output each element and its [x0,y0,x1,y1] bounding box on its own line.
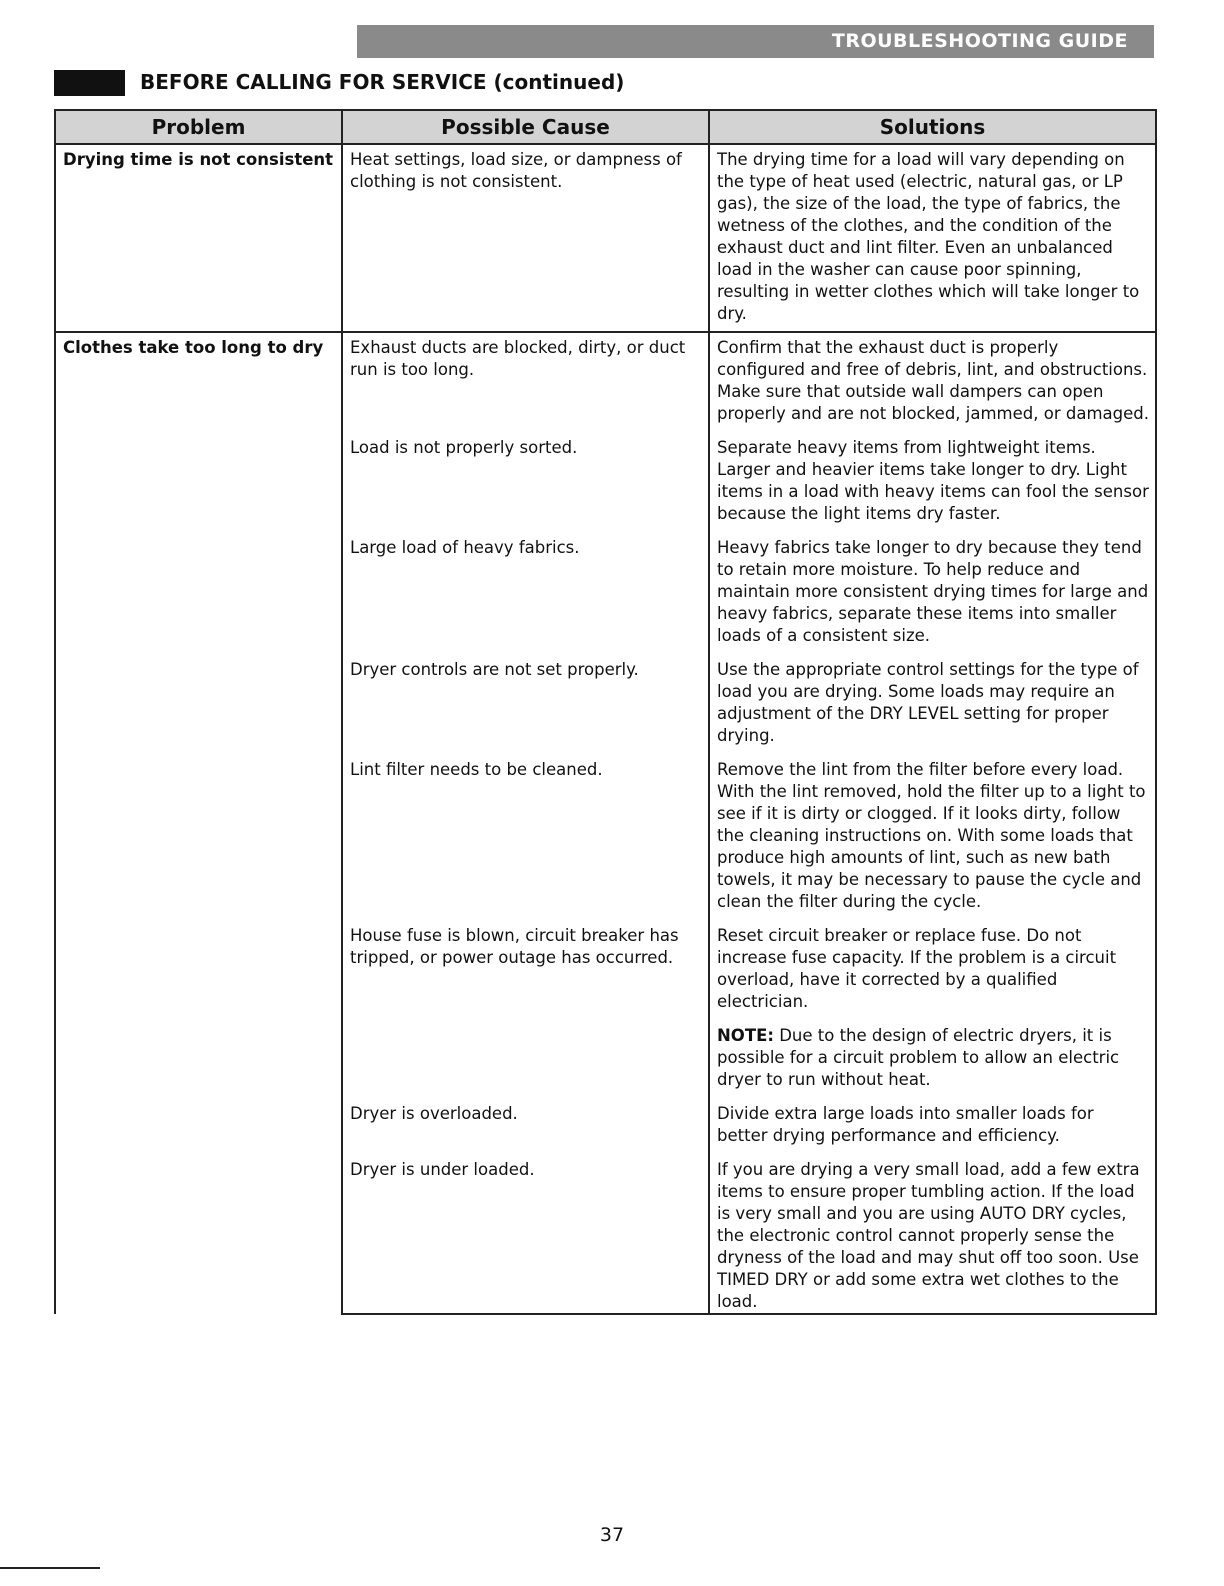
solution-cell [709,925,1156,1103]
cause-cell [342,144,709,332]
problem-text: Clothes take too long to dry [63,338,324,357]
problem-text: Drying time is not consistent [63,150,334,169]
solution-cell [709,659,1156,759]
note-paragraph [717,1025,1149,1091]
header-bar [357,25,1154,58]
column-header-solutions: Solutions [709,110,1156,144]
cause-text: Dryer is under loaded. [350,1160,535,1179]
solution-text: Heavy fabrics take longer to dry because they tend to retain more moisture. To help reduce and maintain more consistent drying times for large and heavy fabrics, separate these items into smaller loads of a consistent size. [717,538,1149,645]
solution-text: If you are drying a very small load, add a few extra items to ensure proper tumbling action. If the load is very small and you are using AUTO DRY cycles, the electronic control cannot properly sense the dryness of the load and may shut off too soon. Use TIMED DRY or add some extra wet clothes to the load. [717,1160,1140,1311]
problem-cell [55,332,342,1314]
cause-text: House fuse is blown, circuit breaker has tripped, or power outage has occurred. [350,926,679,967]
note-label: NOTE: [717,1026,774,1045]
cause-cell [342,537,709,659]
cause-text: Dryer is overloaded. [350,1104,518,1123]
cause-text: Load is not properly sorted. [350,438,578,457]
page-number: 37 [599,1524,625,1546]
solution-cell [709,144,1156,332]
cause-cell [342,925,709,1103]
cause-cell [342,759,709,925]
solution-cell [709,1103,1156,1159]
corner-rule [0,1567,100,1569]
solution-text: The drying time for a load will vary depending on the type of heat used (electric, natural gas, or LP gas), the size of the load, the type of fabrics, the wetness of the clothes, and the condition of the exhaust duct and lint filter. Even an unbalanced load in the washer can cause poor spinning, resulting in wetter clothes which will take longer to dry. [717,150,1140,323]
solution-text: Remove the lint from the filter before every load. With the lint removed, hold the filter up to a light to see if it is dirty or clogged. If it looks dirty, follow the cleaning instructions on. With some loads that produce high amounts of lint, such as new bath towels, it may be necessary to pause the cycle and clean the filter during the cycle. [717,760,1146,911]
solution-text: Separate heavy items from lightweight items. Larger and heavier items take longer to dry. Light items in a load with heavy items can fool the sensor because the light items dry faster. [717,438,1149,523]
solution-text: Confirm that the exhaust duct is properly configured and free of debris, lint, and obstructions. Make sure that outside wall dampers can open properly and are not blocked, jammed, or damaged. [717,338,1149,423]
cause-cell [342,1159,709,1314]
table-row [55,144,1156,332]
problem-cell [55,144,342,332]
solution-cell [709,537,1156,659]
solution-cell [709,1159,1156,1314]
section-title: BEFORE CALLING FOR SERVICE (continued) [140,70,625,94]
cause-cell [342,1103,709,1159]
solution-text: Use the appropriate control settings for the type of load you are drying. Some loads may require an adjustment of the DRY LEVEL setting for proper drying. [717,660,1139,745]
table-header-row [55,110,1156,144]
solution-cell [709,437,1156,537]
cause-cell [342,437,709,537]
note-text: Due to the design of electric dryers, it is possible for a circuit problem to allow an electric dryer to run without heat. [717,1026,1120,1089]
section-marker [54,70,125,96]
cause-cell [342,659,709,759]
cause-cell [342,332,709,437]
column-header-cause: Possible Cause [342,110,709,144]
column-header-problem: Problem [55,110,342,144]
cause-text: Exhaust ducts are blocked, dirty, or duct run is too long. [350,338,686,379]
cause-text: Heat settings, load size, or dampness of clothing is not consistent. [350,150,682,191]
solution-cell [709,332,1156,437]
header-title: TROUBLESHOOTING GUIDE [831,30,1128,52]
solution-text: Reset circuit breaker or replace fuse. Do not increase fuse capacity. If the problem is a circuit overload, have it corrected by a qualified electrician. [717,926,1117,1011]
troubleshooting-table [54,109,1157,1315]
cause-text: Large load of heavy fabrics. [350,538,580,557]
solution-text: Divide extra large loads into smaller loads for better drying performance and efficiency. [717,1104,1094,1145]
table-row [55,332,1156,437]
solution-cell [709,759,1156,925]
cause-text: Lint filter needs to be cleaned. [350,760,603,779]
cause-text: Dryer controls are not set properly. [350,660,639,679]
